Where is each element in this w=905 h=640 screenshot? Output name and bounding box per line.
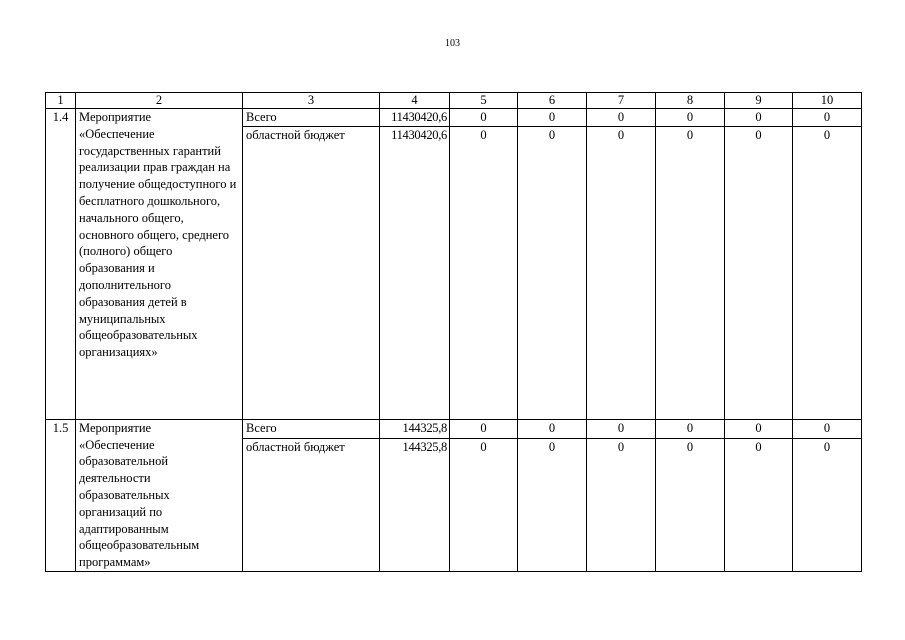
value-cell: 0: [587, 126, 656, 419]
value-cell: 0: [793, 126, 862, 419]
header-cell: 9: [725, 93, 793, 109]
activity-cell: [76, 419, 243, 571]
value-cell: 0: [793, 419, 862, 438]
value-cell: 0: [656, 419, 725, 438]
funding-source: Всего: [243, 109, 380, 127]
value-cell: 0: [450, 109, 518, 127]
value-cell: 0: [656, 438, 725, 571]
header-row: [46, 93, 862, 109]
header-cell: 4: [380, 93, 450, 109]
value-cell: 0: [450, 419, 518, 438]
funding-source: Всего: [243, 419, 380, 438]
amount-total: 144325,8: [380, 438, 450, 571]
value-cell: 0: [587, 438, 656, 571]
value-cell: 0: [450, 126, 518, 419]
value-cell: 0: [793, 109, 862, 127]
value-cell: 0: [656, 126, 725, 419]
value-cell: 0: [518, 419, 587, 438]
amount-total: 144325,8: [380, 419, 450, 438]
amount-total: 11430420,6: [380, 109, 450, 127]
value-cell: 0: [450, 438, 518, 571]
value-cell: 0: [518, 126, 587, 419]
activity-description: «Обеспечение государственных гарантий реализации прав граждан на получение общедоступного и бесплатного дошкольного, начального общего, основного общего, среднего (полного) общего образования и дополнительного образования детей в муниципальных общеобразовательных организациях»: [79, 126, 237, 360]
value-cell: 0: [518, 109, 587, 127]
row-index: 1.4: [46, 109, 76, 420]
header-cell: 2: [76, 93, 243, 109]
value-cell: 0: [725, 109, 793, 127]
page-number: 103: [445, 38, 460, 49]
header-cell: 3: [243, 93, 380, 109]
activity-title: Мероприятие: [79, 420, 152, 435]
row-index: 1.5: [46, 419, 76, 571]
header-cell: 1: [46, 93, 76, 109]
value-cell: 0: [793, 438, 862, 571]
activity-description: «Обеспечение образовательной деятельности образовательных организаций по адаптированным общеобразовательным программам»: [79, 437, 200, 570]
value-cell: 0: [518, 438, 587, 571]
activity-cell: [76, 109, 243, 420]
value-cell: 0: [725, 438, 793, 571]
header-cell: 10: [793, 93, 862, 109]
header-cell: 5: [450, 93, 518, 109]
value-cell: 0: [587, 109, 656, 127]
header-cell: 7: [587, 93, 656, 109]
header-cell: 8: [656, 93, 725, 109]
budget-table: [45, 92, 862, 572]
amount-total: 11430420,6: [380, 126, 450, 419]
header-cell: 6: [518, 93, 587, 109]
value-cell: 0: [725, 419, 793, 438]
table-row: [46, 419, 862, 438]
value-cell: 0: [725, 126, 793, 419]
activity-title: Мероприятие: [79, 110, 152, 124]
table-row: [46, 109, 862, 127]
funding-source: областной бюджет: [243, 438, 380, 571]
value-cell: 0: [656, 109, 725, 127]
value-cell: 0: [587, 419, 656, 438]
funding-source: областной бюджет: [243, 126, 380, 419]
